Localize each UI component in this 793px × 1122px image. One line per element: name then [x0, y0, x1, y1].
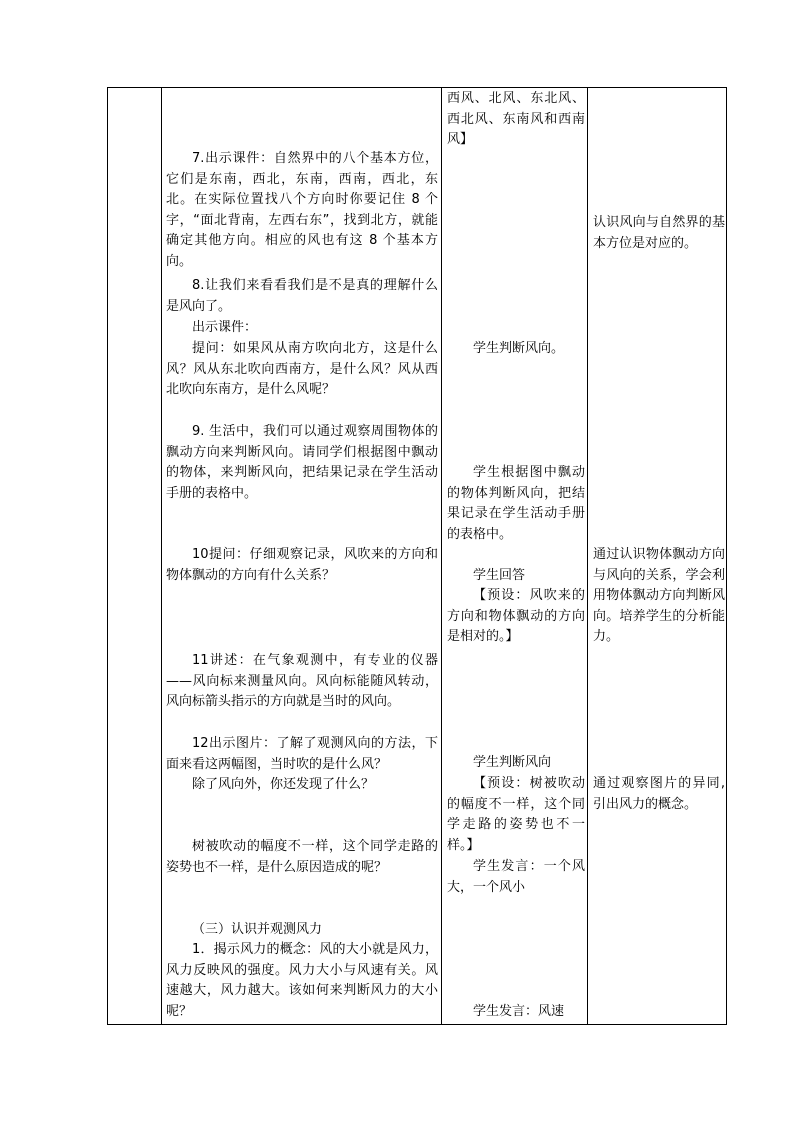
- student-answer: 西风、北风、东北风、西北风、东南风和西南风】: [447, 91, 585, 147]
- teacher-activity-column: [166, 88, 438, 1024]
- student-answer: 学生回答: [473, 568, 526, 583]
- student-answer: 【预设：风吹来的方向和物体飘动的方向是相对的。】: [447, 588, 585, 644]
- column-divider: [587, 88, 588, 1024]
- lesson-table: [107, 87, 727, 1025]
- design-intent: 通过观察图片的异同,引出风力的概念。: [593, 776, 725, 812]
- student-activity-column: [447, 88, 585, 1024]
- column-divider: [161, 88, 162, 1024]
- student-answer: 【预设：树被吹动的幅度不一样，这个同学走路的姿势也不一样。】: [447, 776, 585, 853]
- student-answer: 学生根据图中飘动的物体判断风向，把结果记录在学生活动手册的表格中。: [447, 465, 585, 542]
- design-intent: 通过认识物体飘动方向与风向的关系，学会利用物体飘动方向判断风向。培养学生的分析能力。: [593, 547, 725, 644]
- teacher-step-1: 1．揭示风力的概念：风的大小就是风力，风力反映风的强度。风力大小与风速有关。风速越大，风力越大。该如何来判断风力的大小呢？: [166, 942, 438, 1019]
- teacher-question: 树被吹动的幅度不一样，这个同学走路的姿势也不一样，是什么原因造成的呢？: [166, 839, 438, 875]
- teacher-step-10: 10提问：仔细观察记录，风吹来的方向和物体飘动的方向有什么关系？: [166, 547, 438, 583]
- design-intent-column: [593, 88, 725, 1024]
- teacher-slide: 出示课件：: [192, 320, 258, 335]
- teacher-step-11: 11讲述：在气象观测中，有专业的仪器——风向标来测量风向。风向标能随风转动，风向标箭头指示的方向就是当时的风向。: [166, 653, 438, 709]
- column-divider: [441, 88, 442, 1024]
- teacher-step-8: 8.让我们来看看我们是不是真的理解什么是风向了。: [166, 278, 438, 314]
- student-answer: 学生发言：一个风大，一个风小: [447, 859, 585, 895]
- design-intent: 认识风向与自然界的基本方位是对应的。: [593, 215, 725, 251]
- teacher-question: 提问：如果风从南方吹向北方，这是什么风？风从东北吹向西南方，是什么风？风从西北吹向东南方，是什么风呢？: [166, 341, 438, 397]
- teacher-step-7: 7.出示课件：自然界中的八个基本方位，它们是东南，西北，东南，西南，西北，东北。在实际位置找八个方向时你要记住 8 个字，“面北背南，左西右东”，找到北方，就能确定其他方向。相应的风也有这 8 个基本方向。: [166, 151, 438, 269]
- student-answer: 学生发言：风速: [473, 1004, 565, 1019]
- student-answer: 学生判断风向: [473, 755, 552, 770]
- teacher-question: 除了风向外，你还发现了什么？: [192, 777, 375, 792]
- teacher-step-12: 12出示图片：了解了观测风向的方法，下面来看这两幅图，当时吹的是什么风？: [166, 736, 438, 772]
- teacher-step-9: 9. 生活中，我们可以通过观察周围物体的飘动方向来判断风向。请同学们根据图中飘动的物体，来判断风向，把结果记录在学生活动手册的表格中。: [166, 424, 438, 501]
- section-heading: （三）认识并观测风力: [192, 922, 323, 937]
- student-answer: 学生判断风向。: [473, 341, 565, 356]
